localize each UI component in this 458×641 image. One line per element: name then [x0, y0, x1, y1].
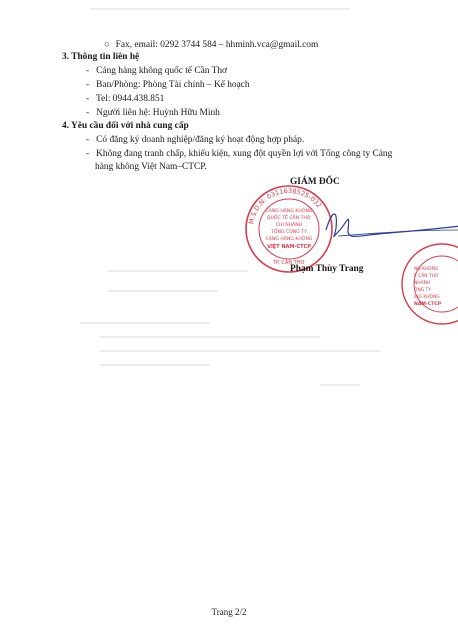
section4-item: - Không đang tranh chấp, khiếu kiện, xung đột quyền lợi với Tổng công ty Cảng	[86, 149, 393, 159]
partial-company-seal	[400, 242, 458, 326]
seal-ring-text: M.S.D.N: 0311638525-032	[247, 186, 324, 225]
svg-text:NHÁNH: NHÁNH	[414, 281, 431, 286]
bleed-through-line	[80, 322, 210, 324]
section3-item: - Cảng hàng không quốc tế Cần Thơ	[86, 66, 227, 76]
svg-text:Ế CẦN THƠ: Ế CẦN THƠ	[414, 274, 439, 279]
section4-heading: 4. Yêu cầu đối với nhà cung cấp	[62, 121, 189, 131]
page-number: Trang 2/2	[211, 607, 247, 617]
seal-line: TỔNG CÔNG TY	[271, 230, 307, 235]
bleed-through-line	[320, 384, 360, 386]
section3-heading: 3. Thông tin liên hệ	[62, 52, 140, 62]
signer-name: Phạm Thùy Trang	[290, 264, 364, 274]
seal-line: CẢNG HÀNG KHÔNG	[265, 209, 313, 214]
bleed-through-line	[90, 8, 350, 10]
section3-item: - Người liên hệ: Huỳnh Hữu Minh	[86, 108, 220, 118]
seal-line: QUỐC TẾ CẦN THƠ	[266, 216, 312, 221]
circle-bullet-icon: ○	[104, 40, 110, 50]
fax-email-line: ○ Fax, email: 0292 3744 584 – hhminh.vca@gmail.com	[104, 40, 319, 50]
seal-line: CHI NHÁNH	[275, 223, 303, 228]
bleed-through-line	[100, 350, 380, 352]
section3-item: - Ban/Phòng: Phòng Tài chính – Kế hoạch	[86, 80, 250, 90]
section4-item-continuation: hàng không Việt Nam–CTCP.	[95, 162, 207, 172]
seal-line: VIỆT NAM-CTCP	[267, 244, 311, 250]
bleed-through-line	[108, 270, 248, 272]
bleed-through-line	[100, 336, 320, 338]
section4-item: - Có đăng ký doanh nghiệp/đăng ký hoạt động hợp pháp.	[86, 135, 305, 145]
svg-text:NG KHÔNG: NG KHÔNG	[414, 267, 439, 272]
svg-text:ING KHÔNG: ING KHÔNG	[414, 295, 440, 300]
seal-city: TP. CẦN THƠ	[272, 260, 306, 266]
bleed-through-line	[108, 290, 218, 292]
seal-line: CẢNG HÀNG KHÔNG	[265, 237, 313, 242]
section3-item: - Tel: 0944.438.851	[86, 94, 165, 104]
signature-title: GIÁM ĐỐC	[290, 177, 340, 187]
bleed-through-line	[100, 364, 210, 366]
svg-text:NAM-CTCP: NAM-CTCP	[414, 302, 442, 307]
svg-text:ÔNG TY: ÔNG TY	[414, 288, 431, 293]
